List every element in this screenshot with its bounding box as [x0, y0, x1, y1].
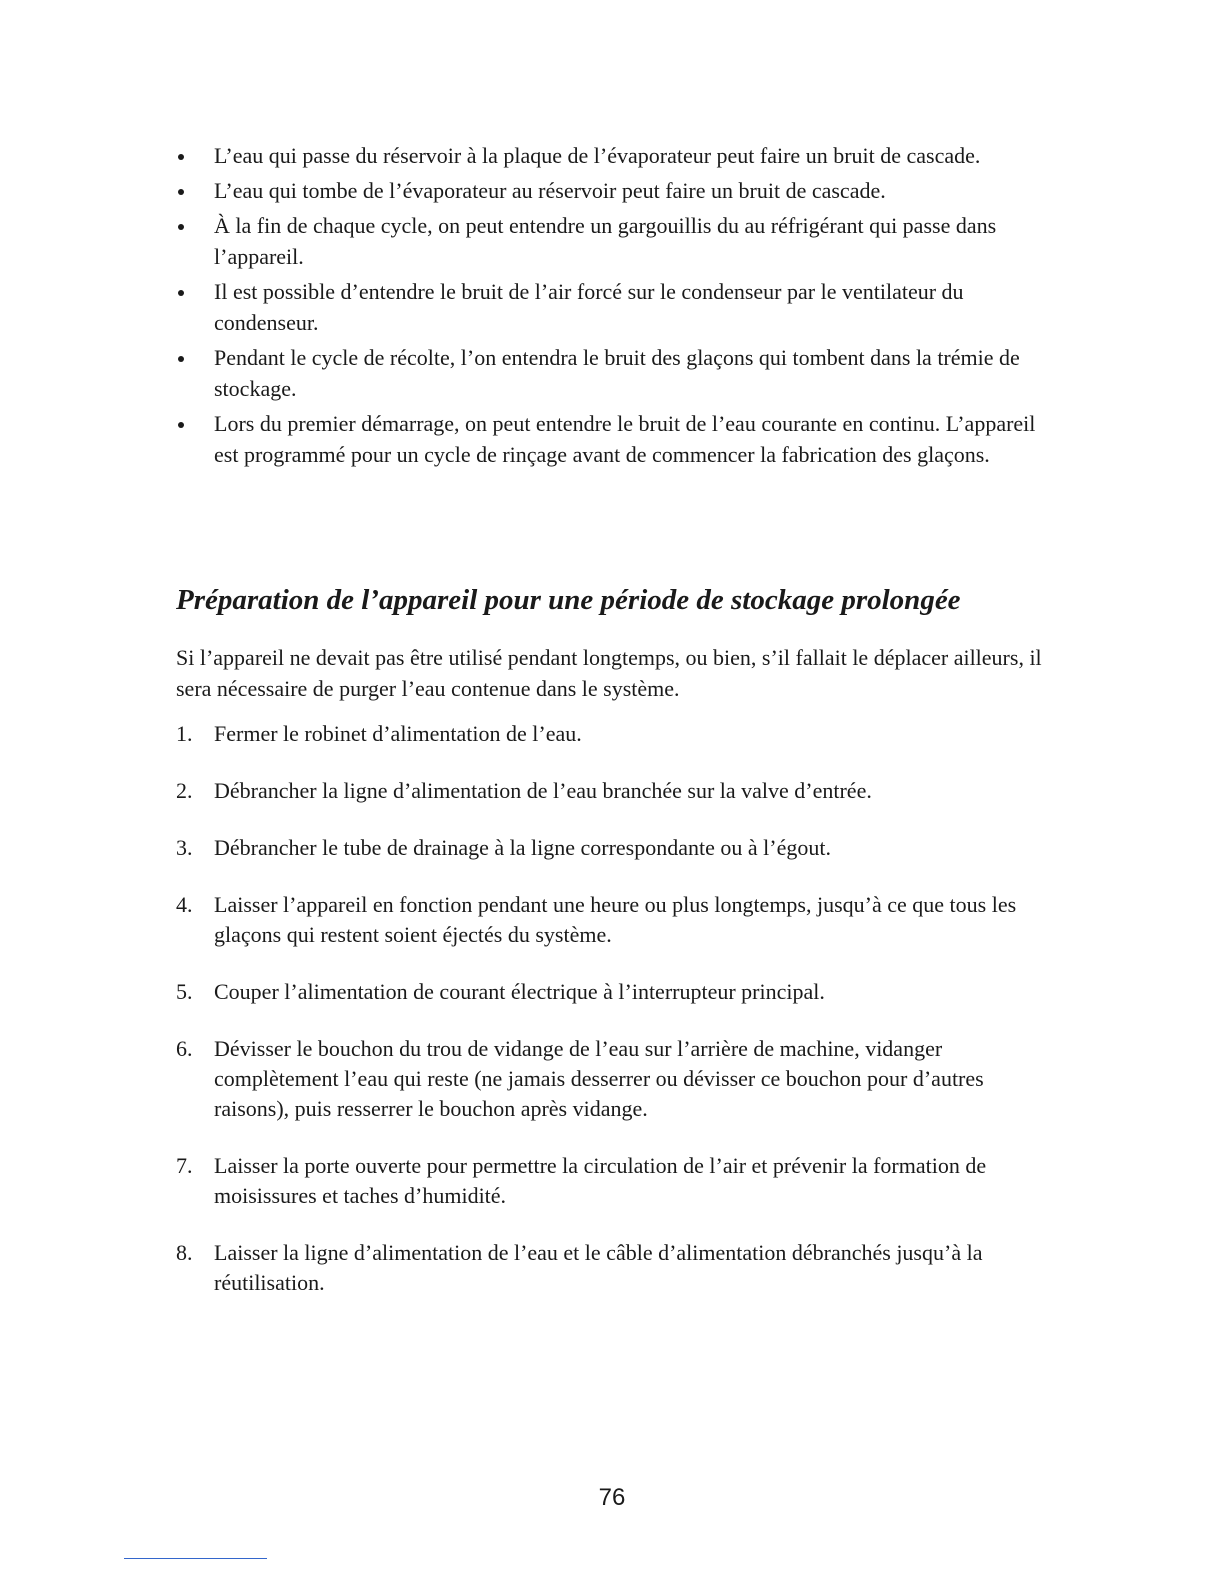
- section-heading: Préparation de l’appareil pour une période de stockage prolongée: [176, 584, 961, 616]
- bullet-item: [176, 276, 1056, 338]
- bullet-icon: [178, 356, 184, 362]
- bullet-item: [176, 175, 1056, 206]
- step-item: [176, 1034, 1056, 1124]
- bullet-text: Il est possible d’entendre le bruit de l’air forcé sur le condenseur par le ventilateur du condenseur.: [214, 279, 964, 335]
- step-item: [176, 977, 1056, 1007]
- bullet-item: [176, 140, 1056, 171]
- bullet-item: [176, 210, 1056, 272]
- bullet-icon: [178, 290, 184, 296]
- bullet-icon: [178, 422, 184, 428]
- step-number: 7.: [176, 1153, 193, 1178]
- bullet-text: À la fin de chaque cycle, on peut entendre un gargouillis du au réfrigérant qui passe dans l’appareil.: [214, 213, 997, 269]
- bullet-item: [176, 342, 1056, 404]
- step-text: Laisser la ligne d’alimentation de l’eau et le câble d’alimentation débranchés jusqu’à la réutilisation.: [214, 1240, 983, 1295]
- step-text: Laisser l’appareil en fonction pendant une heure ou plus longtemps, jusqu’à ce que tous les glaçons qui restent soient éjectés du système.: [214, 892, 1017, 947]
- step-number: 2.: [176, 778, 193, 803]
- bullet-text: Pendant le cycle de récolte, l’on entendra le bruit des glaçons qui tombent dans la trémie de stockage.: [214, 345, 1020, 401]
- bullet-text: Lors du premier démarrage, on peut entendre le bruit de l’eau courante en continu. L’appareil est programmé pour un cycle de rinçage avant de commencer la fabrication des glaçons.: [214, 411, 1036, 467]
- step-text: Débrancher le tube de drainage à la ligne correspondante ou à l’égout.: [214, 835, 831, 860]
- step-number: 3.: [176, 835, 193, 860]
- bullet-text: L’eau qui passe du réservoir à la plaque de l’évaporateur peut faire un bruit de cascade.: [214, 143, 981, 168]
- page-number: 76: [598, 1484, 626, 1511]
- step-item: [176, 1151, 1056, 1211]
- bullet-icon: [178, 224, 184, 230]
- step-text: Couper l’alimentation de courant électrique à l’interrupteur principal.: [214, 979, 825, 1004]
- step-number: 5.: [176, 979, 193, 1004]
- step-number: 8.: [176, 1240, 193, 1265]
- step-number: 1.: [176, 721, 193, 746]
- step-item: [176, 776, 1056, 806]
- step-text: Débrancher la ligne d’alimentation de l’eau branchée sur la valve d’entrée.: [214, 778, 872, 803]
- bullet-text: L’eau qui tombe de l’évaporateur au réservoir peut faire un bruit de cascade.: [214, 178, 886, 203]
- footnote-divider: [124, 1558, 267, 1559]
- step-item: [176, 890, 1056, 950]
- step-number: 4.: [176, 892, 193, 917]
- step-item: [176, 833, 1056, 863]
- bullet-icon: [178, 189, 184, 195]
- step-number: 6.: [176, 1036, 193, 1061]
- step-text: Dévisser le bouchon du trou de vidange de l’eau sur l’arrière de machine, vidanger complètement l’eau qui reste (ne jamais desserrer ou dévisser ce bouchon pour d’autres raisons), puis resserrer le bouchon après vidange.: [214, 1036, 984, 1121]
- storage-steps-list: [176, 719, 1056, 1325]
- step-item: [176, 719, 1056, 749]
- bullet-item: [176, 408, 1056, 470]
- step-text: Laisser la porte ouverte pour permettre la circulation de l’air et prévenir la formation de moisissures et taches d’humidité.: [214, 1153, 987, 1208]
- section-intro: Si l’appareil ne devait pas être utilisé pendant longtemps, ou bien, s’il fallait le déplacer ailleurs, il sera nécessaire de purger l’eau contenue dans le système.: [176, 645, 1042, 701]
- step-item: [176, 1238, 1056, 1298]
- bullet-icon: [178, 154, 184, 160]
- noise-bullet-list: [176, 140, 1056, 474]
- step-text: Fermer le robinet d’alimentation de l’eau.: [214, 721, 582, 746]
